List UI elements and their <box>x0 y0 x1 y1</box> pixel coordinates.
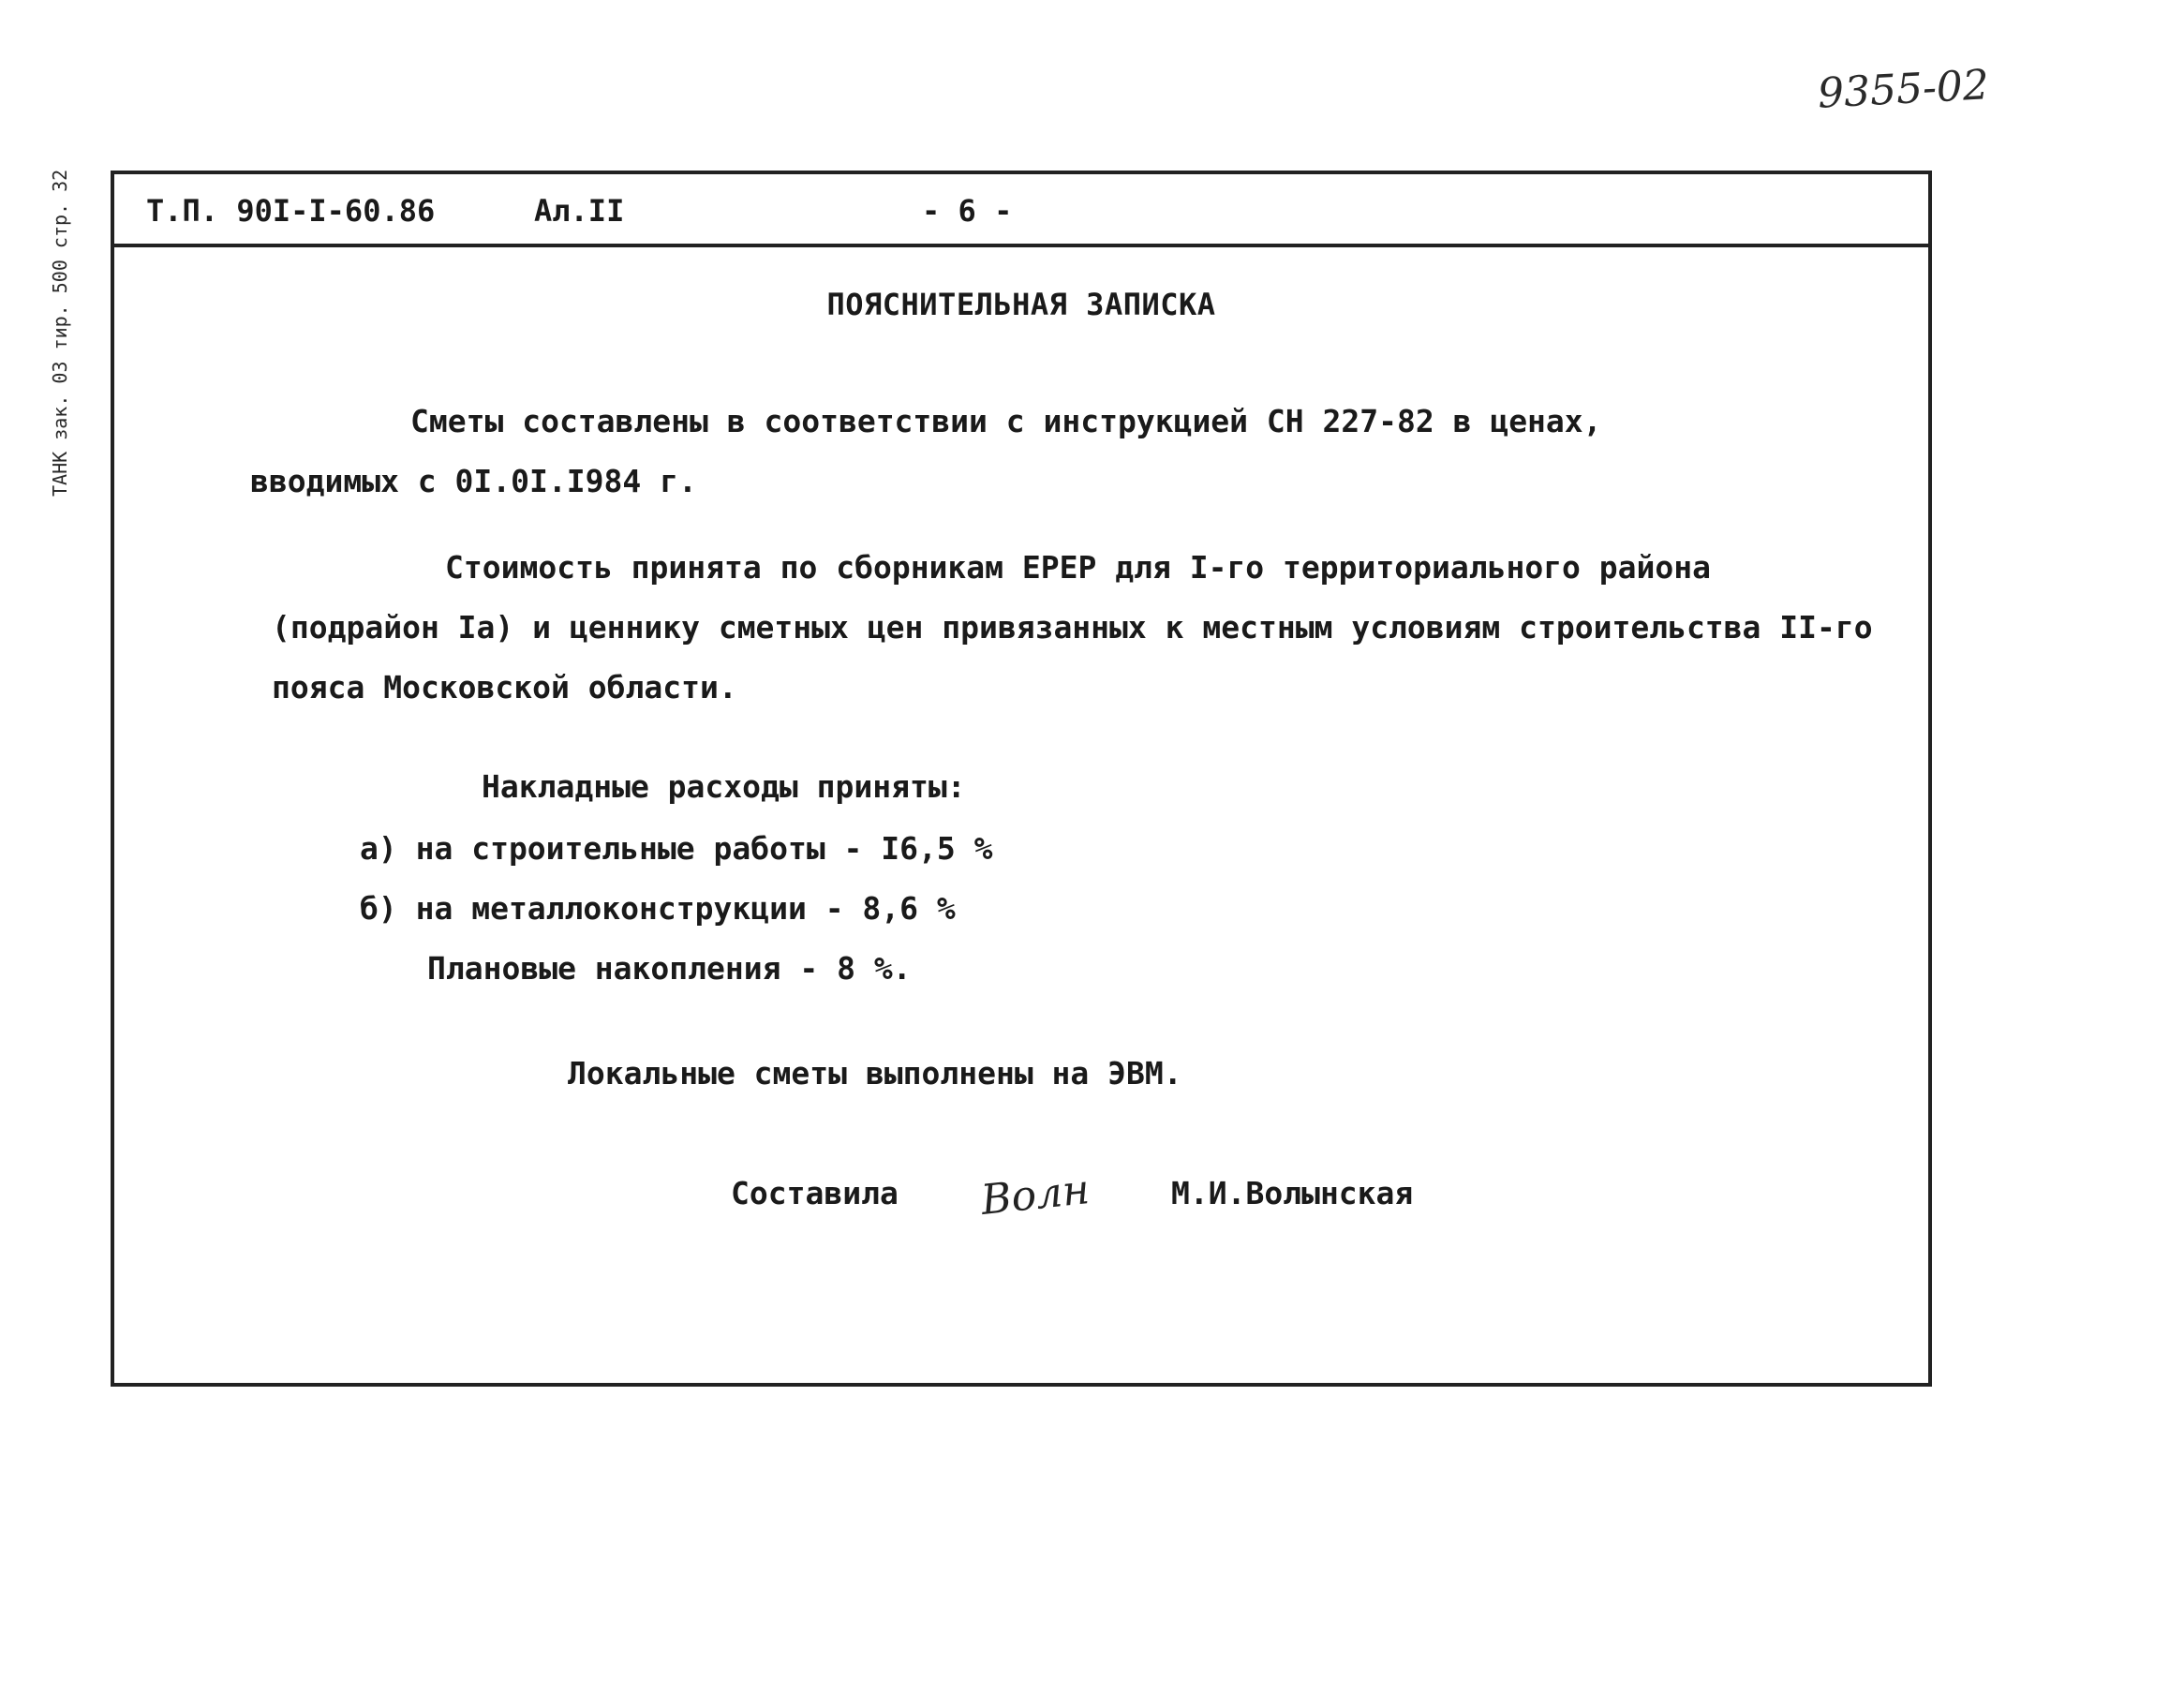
document-sheet <box>111 171 1932 1387</box>
signature: Волн <box>978 1166 1092 1225</box>
project-code: Т.П. 90I-I-60.86 <box>146 193 436 229</box>
compiled-by-label: Составила <box>731 1175 899 1211</box>
document-title: ПОЯСНИТЕЛЬНАЯ ЗАПИСКА <box>826 287 1216 322</box>
paragraph-line: Стоимость принята по сборникам ЕРЕР для I-го территориального района <box>445 549 1712 586</box>
inventory-number: 9355-02 <box>1816 61 1991 118</box>
paragraph-line: (подрайон Iа) и ценнику сметных цен привязанных к местным условиям строительства II-го <box>272 609 1873 646</box>
compiler-name: М.И.Волынская <box>1171 1175 1414 1211</box>
overhead-item-a: а) на строительные работы - I6,5 % <box>360 830 993 867</box>
page-number: - 6 - <box>922 193 1013 229</box>
overhead-heading: Накладные расходы приняты: <box>482 768 966 805</box>
overhead-item-b: б) на металлоконструкции - 8,6 % <box>360 890 956 927</box>
planned-savings: Плановые накопления - 8 %. <box>427 950 912 987</box>
computer-note: Локальные сметы выполнены на ЭВМ. <box>568 1055 1182 1092</box>
paragraph-line: Сметы составлены в соответствии с инструкцией СН 227-82 в ценах, <box>410 403 1602 439</box>
album-number: Ал.II <box>534 193 625 229</box>
side-stamp-text: ТАНК зак. 03 тир. 500 стр. 32 <box>49 169 71 497</box>
paragraph-line: вводимых с 0I.0I.I984 г. <box>250 463 697 499</box>
paragraph-line: пояса Московской области. <box>272 669 737 705</box>
title-block <box>114 174 1928 247</box>
